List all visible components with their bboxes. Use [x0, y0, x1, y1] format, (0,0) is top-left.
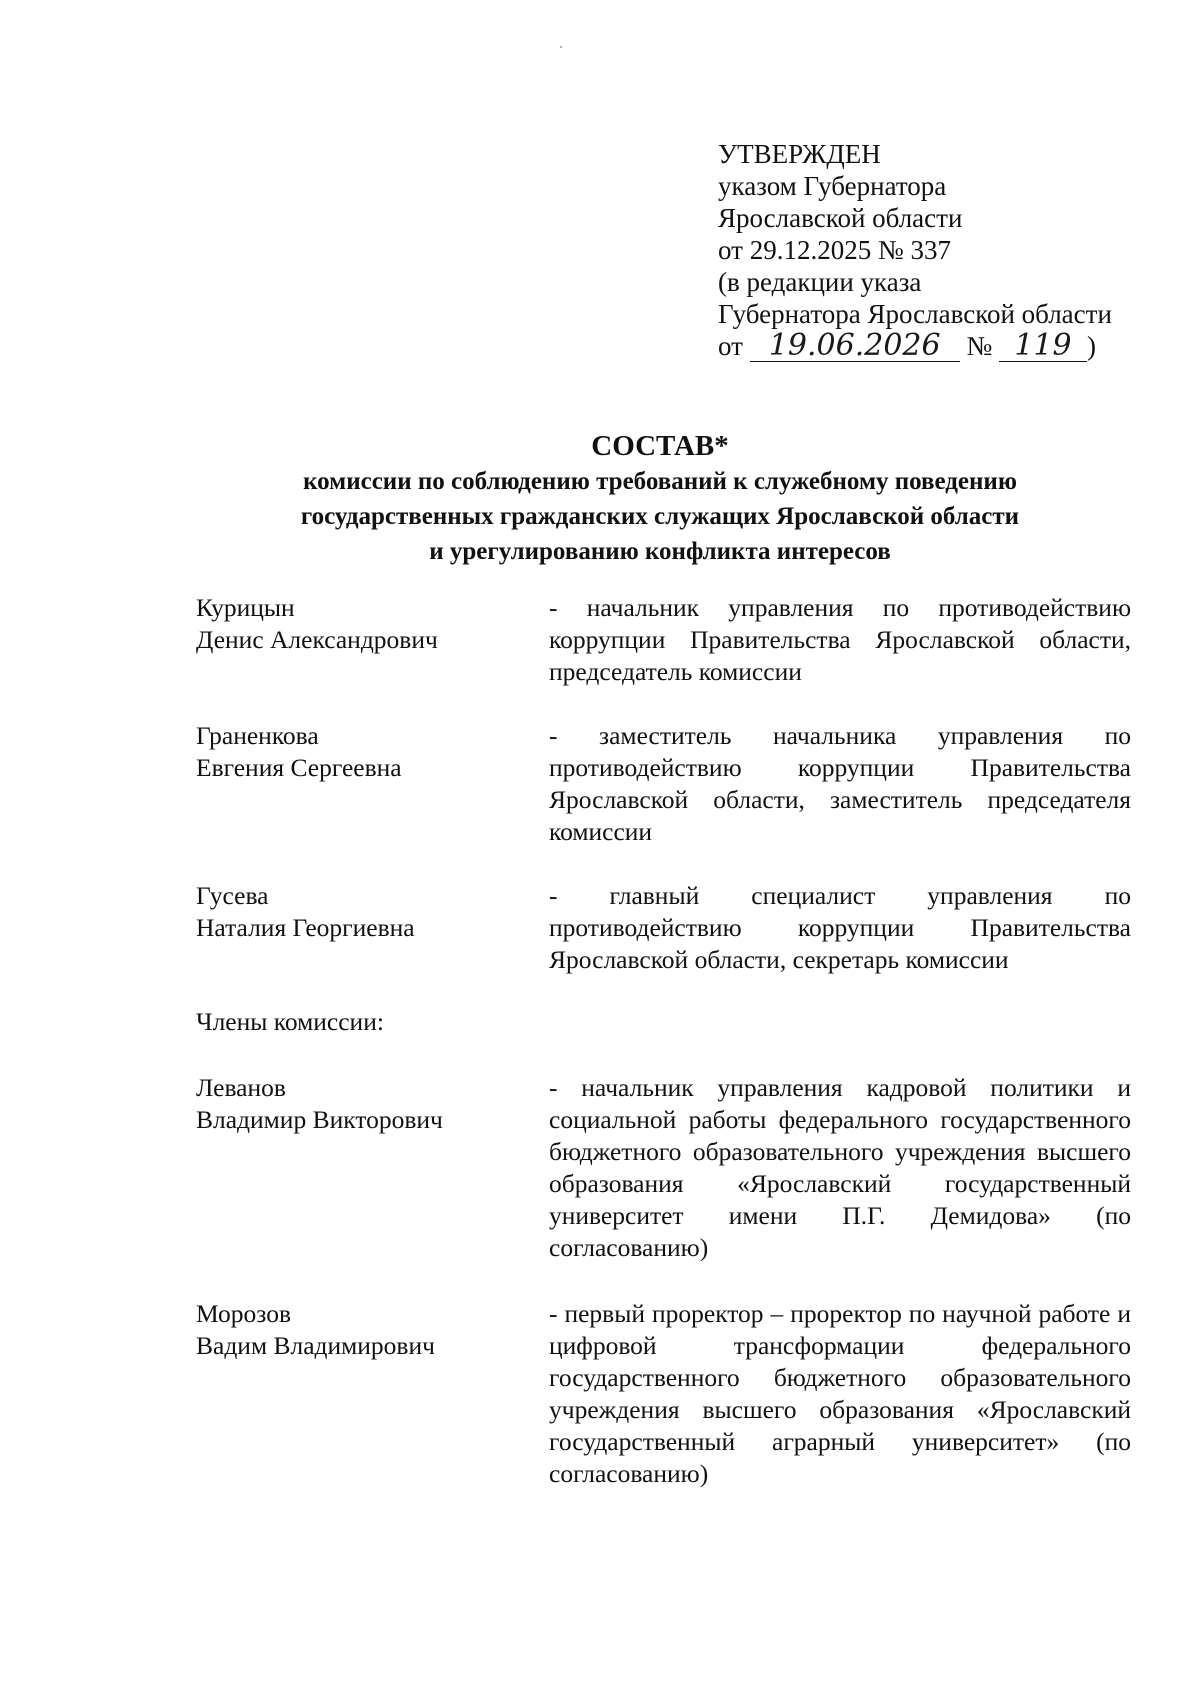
member-role: - начальник управления кадровой политики и социальной работы федерального государственного бюджетного образовательного учреждения высшего образования «Ярославский государственный университет имени П.Г. Демидова» (по согласованию): [549, 1073, 1131, 1262]
member-role: - главный специалист управления по противодействию коррупции Правительства Ярославской области, секретарь комиссии: [549, 881, 1131, 974]
member-name: [196, 720, 526, 784]
scan-speck: [560, 46, 562, 48]
member-name: [196, 880, 526, 944]
approval-line: Ярославской области: [718, 203, 963, 233]
title-line: государственных гражданских служащих Ярославской области: [300, 503, 1020, 530]
member-name: [196, 1298, 526, 1362]
member-given-names: Наталия Георгиевна: [196, 913, 415, 942]
member-name: [196, 592, 526, 656]
member-surname: Леванов: [196, 1073, 286, 1102]
approval-line: Губернатора Ярославской области: [718, 299, 1112, 329]
handwritten-date: 19.06.2026: [750, 331, 960, 362]
member-given-names: Евгения Сергеевна: [196, 753, 402, 782]
from-label: от: [718, 331, 743, 361]
amendment-line: [718, 330, 1112, 362]
number-label: №: [966, 331, 993, 361]
document-title: [180, 428, 1140, 569]
member-given-names: Вадим Владимирович: [196, 1331, 435, 1360]
title-main: СОСТАВ*: [591, 430, 729, 462]
member-role: - первый проректор – проректор по научной работе и цифровой трансформации федерального государственного бюджетного образовательного учреждения высшего образования «Ярославский государственный аграрный университет» (по согласованию): [549, 1299, 1131, 1488]
handwritten-number: 119: [999, 331, 1087, 362]
title-line: и урегулированию конфликта интересов: [429, 538, 891, 565]
member-role: - заместитель начальника управления по противодействию коррупции Правительства Ярославской области, заместитель председателя комиссии: [549, 721, 1131, 846]
title-line: комиссии по соблюдению требований к служебному поведению: [303, 468, 1017, 495]
member-role: - начальник управления по противодействию коррупции Правительства Ярославской области, председатель комиссии: [549, 593, 1131, 686]
member-surname: Гусева: [196, 881, 269, 910]
member-given-names: Денис Александрович: [196, 625, 438, 654]
member-surname: Граненкова: [196, 721, 319, 750]
member-surname: Морозов: [196, 1299, 292, 1328]
approval-line: от 29.12.2025 № 337: [718, 235, 951, 265]
member-name: [196, 1072, 526, 1136]
members-section-label: Члены комиссии:: [196, 1007, 384, 1036]
closing-paren: ): [1086, 331, 1096, 361]
member-given-names: Владимир Викторович: [196, 1105, 443, 1134]
approval-heading: УТВЕРЖДЕН: [718, 139, 881, 169]
approval-line: (в редакции указа: [718, 267, 922, 297]
member-surname: Курицын: [196, 593, 295, 622]
approval-stamp-block: [718, 138, 1112, 362]
approval-line: указом Губернатора: [718, 171, 947, 201]
